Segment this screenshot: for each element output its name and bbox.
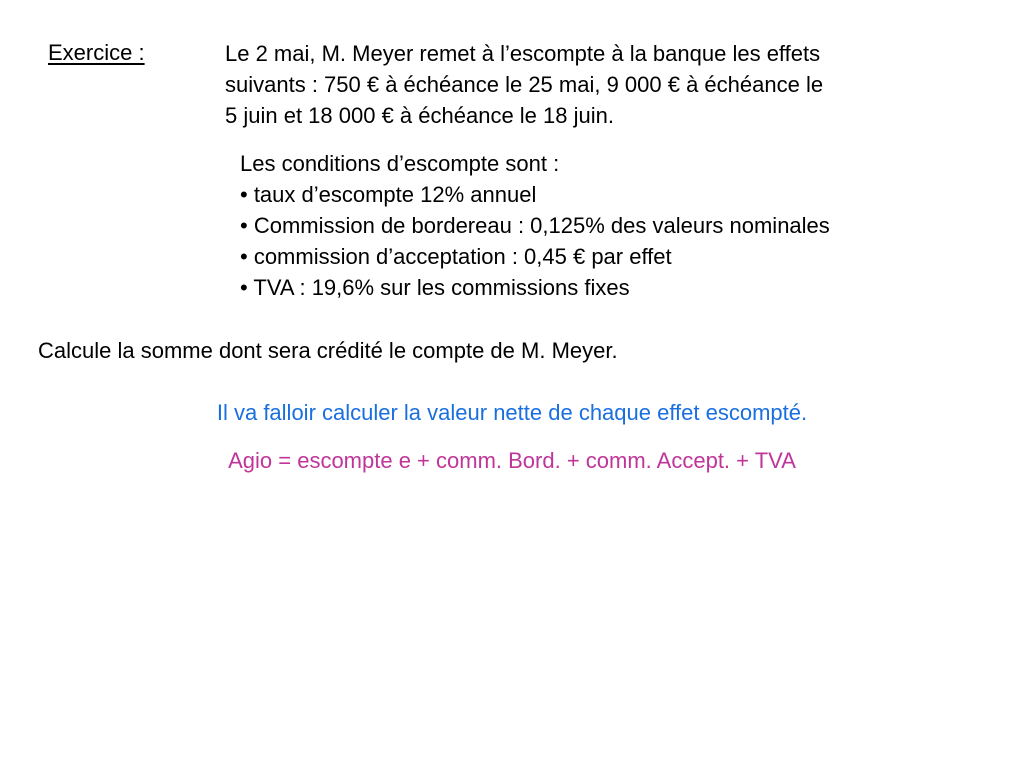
method-hint: Il va falloir calculer la valeur nette de chaque effet escompté.: [216, 400, 808, 425]
statement-line: suivants : 750 € à échéance le 25 mai, 9 000 € à échéance le: [225, 72, 824, 97]
formula-hint: Agio = escompte e + comm. Bord. + comm. Accept. + TVA: [228, 448, 796, 473]
exercise-label: Exercice :: [48, 40, 145, 65]
conditions-heading: Les conditions d’escompte sont :: [240, 151, 560, 176]
condition-item: • Commission de bordereau : 0,125% des valeurs nominales: [240, 213, 830, 238]
condition-item: • taux d’escompte 12% annuel: [240, 182, 537, 207]
exercise-statement: [225, 38, 945, 131]
question-text: Calcule la somme dont sera crédité le compte de M. Meyer.: [38, 338, 618, 363]
statement-line: Le 2 mai, M. Meyer remet à l’escompte à la banque les effets: [225, 41, 821, 66]
conditions-block: [240, 148, 830, 303]
condition-item: • commission d’acceptation : 0,45 € par effet: [240, 244, 672, 269]
condition-item: • TVA : 19,6% sur les commissions fixes: [240, 275, 630, 300]
statement-line: 5 juin et 18 000 € à échéance le 18 juin.: [225, 103, 614, 128]
